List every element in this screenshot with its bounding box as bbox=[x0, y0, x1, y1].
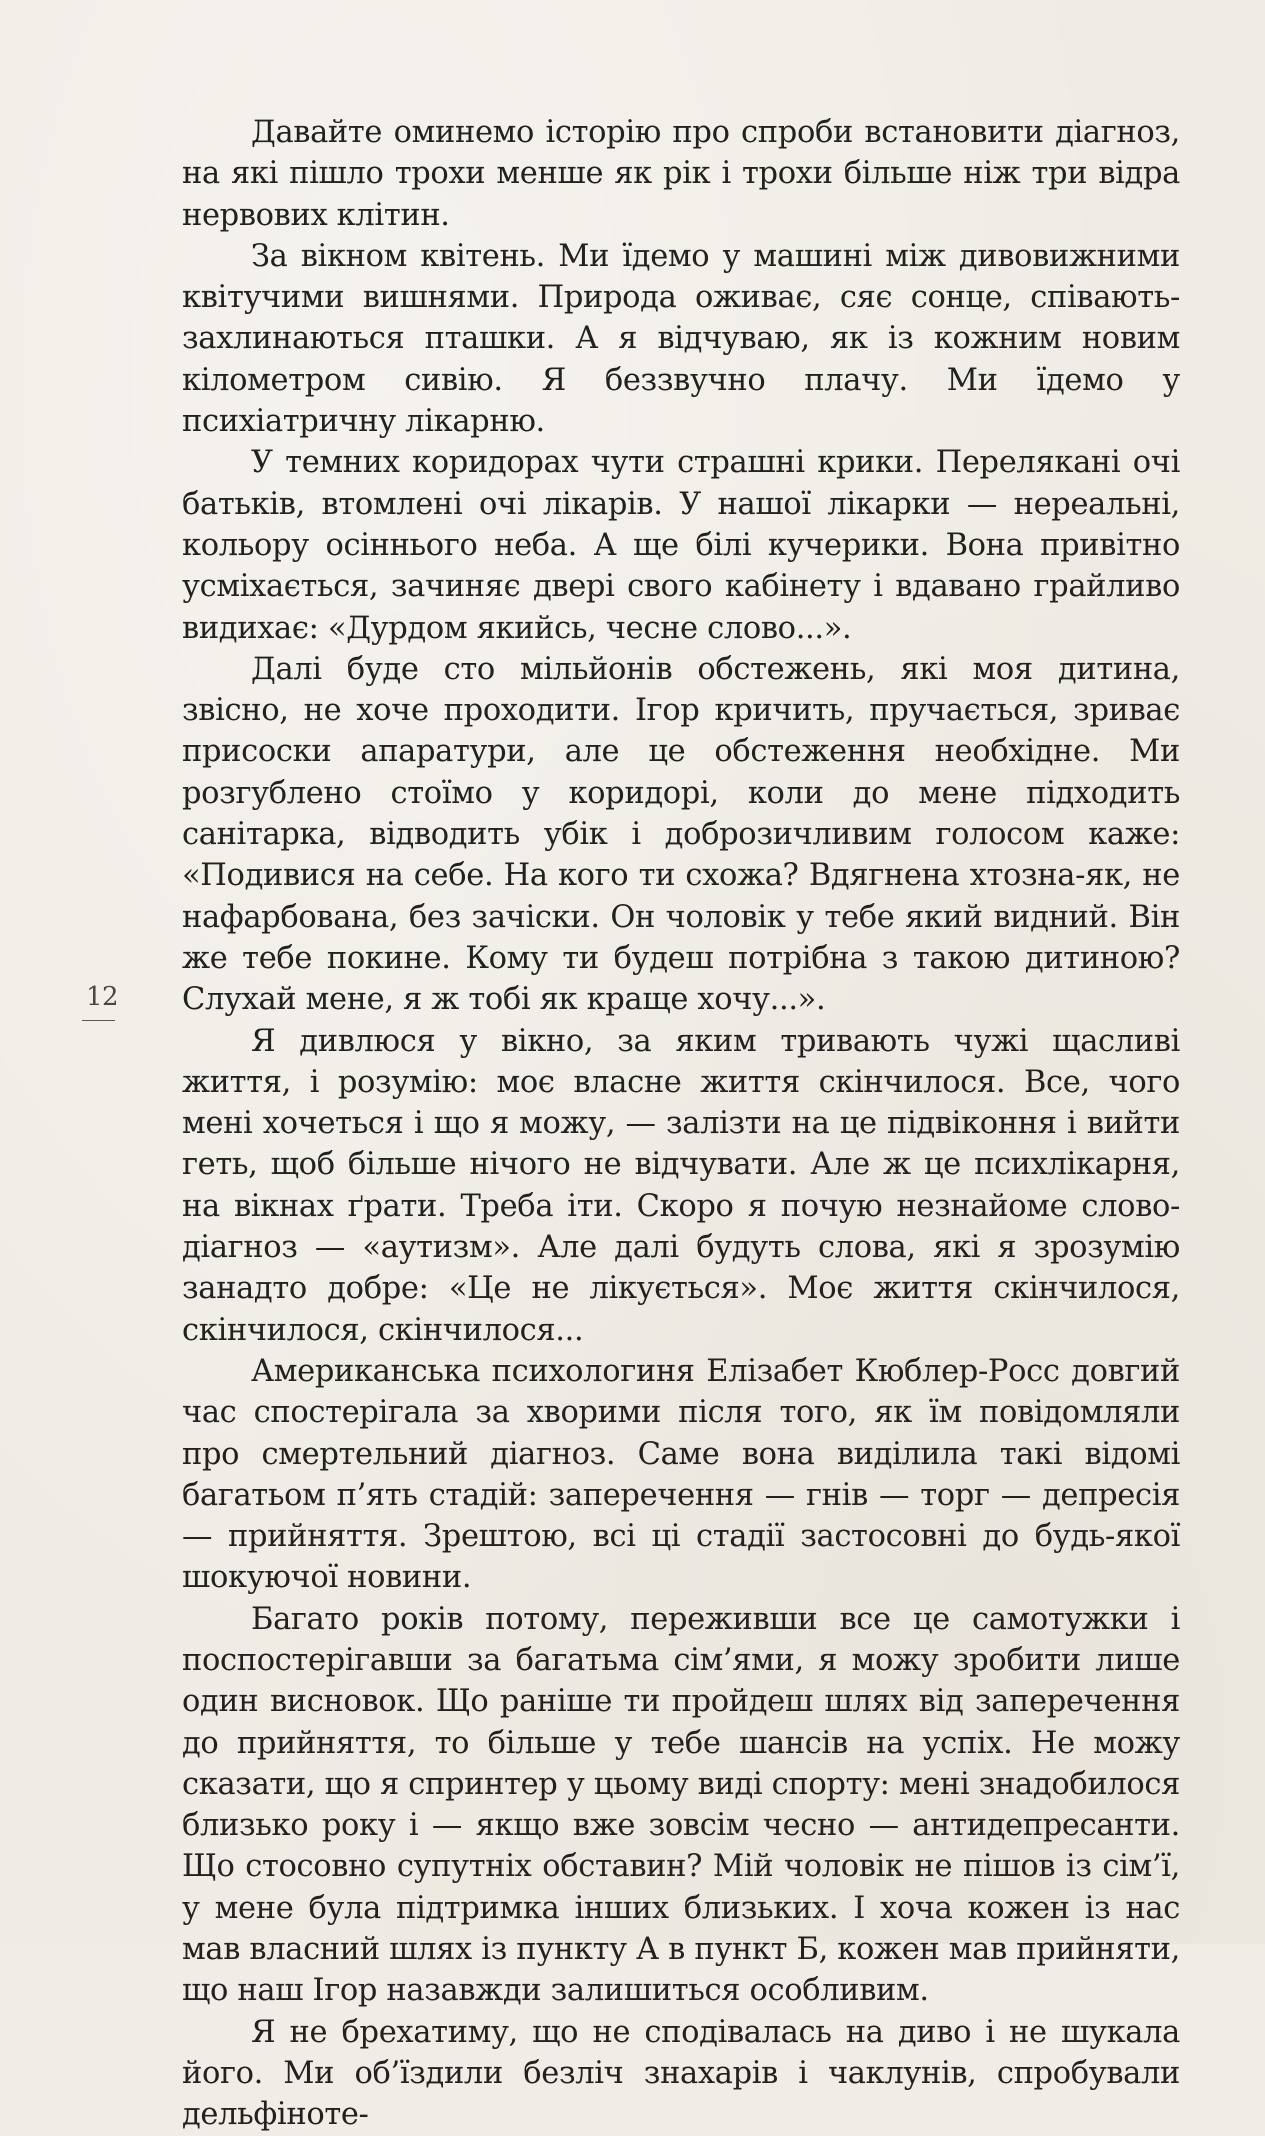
paragraph: Американська психологиня Елізабет Кюблер-Росс довгий час спостерігала за хворими після того, як їм повідомляли про смертельний діагноз. Саме вона виділила такі відомі багатьом п’ять стадій: заперечення — гнів — торг — депресія — прийняття. Зрештою, всі ці стадії застосовні до будь-якої шокуючої новини. bbox=[182, 1353, 1180, 1596]
paragraph: Далі буде сто мільйонів обстежень, які моя дитина, звісно, не хоче проходити. Ігор кричить, пручається, зриває присоски апаратури, але це обстеження необхідне. Ми розгублено стоїмо у коридорі, коли до мене підходить санітарка, відводить убік і доброзичливим голосом каже: «Подивися на себе. На кого ти схожа? Вдягнена хтозна-як, не нафарбована, без зачіски. Он чоловік у тебе який видний. Він же тебе покине. Кому ти будеш потрібна з такою дитиною? Слухай мене, я ж тобі як краще хочу...». bbox=[182, 651, 1180, 1018]
paragraph: Я дивлюся у вікно, за яким тривають чужі щасливі життя, і розумію: моє власне життя скінчилося. Все, чого мені хочеться і що я можу, — залізти на це підвіконня і вийти геть, щоб більше нічого не відчувати. Але ж це психлікарня, на вікнах ґрати. Треба іти. Скоро я почую незнайоме слово-діагноз — «аутизм». Але далі будуть слова, які я зрозумію занадто добре: «Це не лікується». Моє життя скінчилося, скінчилося, скінчилося... bbox=[182, 1023, 1180, 1348]
paragraph: Я не брехатиму, що не сподівалась на диво і не шукала його. Ми об’їздили безліч знахарів і чаклунів, спробували дельфіноте- bbox=[182, 2014, 1180, 2133]
paragraph: Давайте оминемо історію про спроби встановити діагноз, на які пішло трохи менше як рік і трохи більше ніж три відра нервових клітин. bbox=[182, 115, 1180, 233]
page-number: 12 bbox=[85, 982, 119, 1012]
page-number-rule bbox=[82, 1020, 115, 1021]
paragraph: За вікном квітень. Ми їдемо у машині між дивовижними квітучими вишнями. Природа оживає, сяє сонце, співають-захлинаються пташки. А я відчуваю, як із кожним новим кілометром сивію. Я беззвучно плачу. Ми їдемо у психіатричну лікарню. bbox=[182, 238, 1180, 440]
paragraph: У темних коридорах чути страшні крики. Перелякані очі батьків, втомлені очі лікарів. У нашої лікарки — нереальні, кольору осіннього неба. А ще білі кучерики. Вона привітно усміхається, зачиняє двері свого кабінету і вдавано грайливо видихає: «Дурдом якийсь, чесне слово...». bbox=[182, 445, 1180, 646]
paragraph: Багато років потому, переживши все це самотужки і поспостерігавши за багатьма сім’ями, я можу зробити лише один висновок. Що раніше ти пройдеш шлях від заперечення до прийняття, то більше у тебе шансів на успіх. Не можу сказати, що я спринтер у цьому виді спорту: мені знадобилося близько року і — якщо вже зовсім чесно — антидепресанти. Що стосовно супутніх обставин? Мій чоловік не пішов із сім’ї, у мене була підтримка інших близьких. І хоча кожен із нас мав власний шлях із пункту А в пункт Б, кожен мав прийняти, що наш Ігор назавжди залишиться особливим. bbox=[182, 1601, 1180, 2009]
body-text bbox=[182, 112, 1180, 2136]
